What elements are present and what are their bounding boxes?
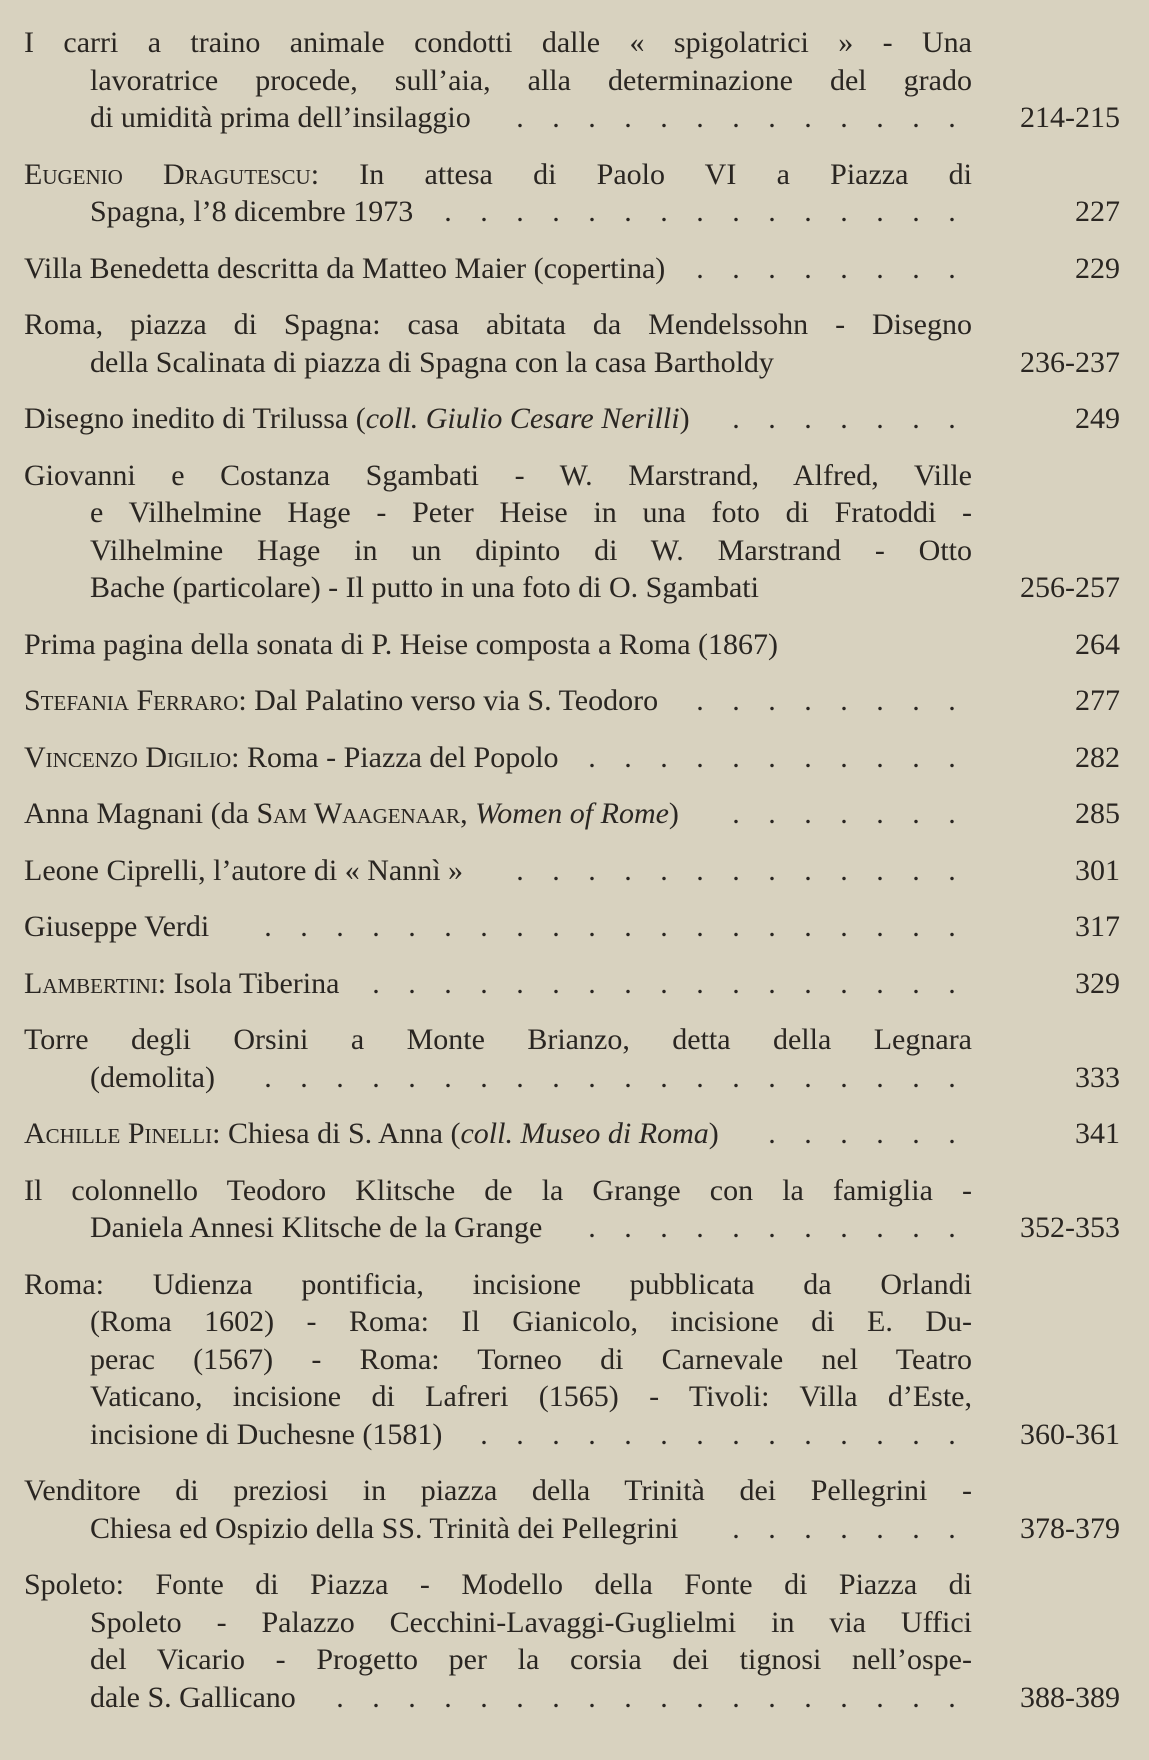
text-segment: dale S. Gallicano [90, 1680, 296, 1714]
entry-text [24, 682, 658, 720]
entry-text [90, 1510, 678, 1548]
dot-leader: . . . . . . . . . . . . . [516, 101, 956, 134]
dot-leader: . . . . . . . . . . . . . . . [444, 195, 956, 228]
page-number: 229 [1075, 251, 1120, 285]
page-number: 256-257 [1020, 571, 1120, 604]
author-name: Vincenzo Digilio [24, 740, 232, 774]
entry-text [24, 250, 665, 288]
index-entry [24, 156, 1120, 231]
text-segment: : Dal Palatino verso via S. Teodoro [238, 684, 659, 717]
text-segment: Bache (particolare) - Il putto in una foto di O. Sgambati [90, 571, 759, 604]
entry-text [90, 496, 972, 529]
entry-line [24, 532, 972, 570]
text-segment: (demolita) [90, 1060, 215, 1094]
entry-line [24, 1172, 972, 1210]
page-number: 329 [1075, 966, 1120, 1000]
entry-line [24, 400, 1120, 438]
dot-leader: . . . . . . . [732, 402, 956, 435]
entry-line [24, 1341, 972, 1379]
page-number: 282 [1075, 740, 1120, 774]
text-segment: (Roma 1602) - Roma: Il Gianicolo, incisione di E. Du- [90, 1305, 972, 1338]
dot-leader: . . . . . . . . . . . . . [516, 853, 956, 887]
text-segment: : Isola Tiberina [157, 966, 340, 1000]
text-segment: Leone Ciprelli, l’autore di « Nannì » [24, 853, 464, 887]
entry-line [24, 1604, 972, 1642]
text-segment: Spagna, l’8 dicembre 1973 [90, 195, 414, 228]
page-number: 264 [1075, 627, 1120, 661]
entry-line [24, 795, 1120, 833]
entry-text [90, 1059, 215, 1097]
entry-text [90, 1643, 972, 1676]
entry-text [90, 1305, 972, 1338]
entry-text [24, 626, 778, 664]
dot-leader: . . . . . . . . . . . . . . . . . . [336, 1680, 956, 1714]
author-name: Lambertini [24, 966, 158, 1000]
dot-leader: . . . . . . . . . . . . . . [480, 1417, 956, 1451]
index-entry [24, 457, 1120, 607]
text-segment: incisione di Duchesne (1581) [90, 1417, 443, 1451]
index-entry [24, 24, 1120, 137]
text-segment: Il colonnello Teodoro Klitsche de la Grange con la famiglia - [24, 1173, 972, 1207]
entry-text [90, 1679, 296, 1717]
entry-line [24, 62, 972, 100]
entry-text [90, 1416, 442, 1454]
text-segment: Roma, piazza di Spagna: casa abitata da Mendelssohn - Disegno [24, 308, 972, 341]
entry-text [24, 739, 559, 777]
entry-line [24, 1510, 1120, 1548]
entry-text [24, 1115, 719, 1153]
entry-line [24, 682, 1120, 720]
entry-line [24, 1209, 1120, 1247]
entry-line [24, 156, 972, 194]
entry-text [24, 1023, 972, 1056]
entry-text [90, 64, 972, 97]
page-number: 227 [1075, 195, 1120, 228]
entry-line [24, 99, 1120, 137]
author-name: Eugenio Dragutescu [24, 157, 311, 191]
text-segment: della Scalinata di piazza di Spagna con la casa Bartholdy [90, 345, 774, 379]
dot-leader: . . . . . . . [732, 1511, 956, 1545]
dot-leader: . . . . . . . . . . . . . . . . . . . . [264, 910, 956, 943]
entry-line [24, 1115, 1120, 1153]
entry-line [24, 965, 1120, 1003]
entry-line [24, 852, 1120, 890]
author-name: Achille Pinelli [24, 1117, 213, 1150]
text-segment: ) [679, 402, 690, 435]
index-entry [24, 682, 1120, 720]
entry-line [24, 1416, 1120, 1454]
dot-leader: . . . . . . . . [696, 684, 956, 717]
entry-text [24, 26, 972, 59]
entry-text [90, 344, 774, 382]
index-entry [24, 739, 1120, 777]
entry-text [24, 965, 339, 1003]
dot-leader: . . . . . . . . . . . [588, 740, 956, 774]
index-entry [24, 1266, 1120, 1454]
page-number: 378-379 [1020, 1511, 1120, 1545]
dot-leader: . . . . . . . . . . . . . . . . . . . . [264, 1060, 956, 1094]
entry-text [90, 1606, 972, 1639]
index-entry [24, 400, 1120, 438]
text-segment: e Vilhelmine Hage - Peter Heise in una foto di Fratoddi - [90, 496, 972, 529]
entry-text [90, 1380, 972, 1413]
index-entry [24, 908, 1120, 946]
entry-text [24, 852, 463, 890]
text-segment: Spoleto: Fonte di Piazza - Modello della Fonte di Piazza di [24, 1568, 972, 1601]
entry-text [24, 908, 209, 946]
illustrations-index [24, 24, 1120, 1735]
page-number: 236-237 [1020, 345, 1120, 379]
text-segment: Vaticano, incisione di Lafreri (1565) - Tivoli: Villa d’Este, [90, 1380, 972, 1413]
entry-line [24, 626, 1120, 664]
italic-text: Women of Rome [475, 797, 669, 830]
text-segment: Giovanni e Costanza Sgambati - W. Marstrand, Alfred, Ville [24, 458, 972, 492]
text-segment: Venditore di preziosi in piazza della Trinità dei Pellegrini - [24, 1474, 972, 1507]
entry-line [24, 739, 1120, 777]
page-number: 277 [1075, 684, 1120, 717]
text-segment: Prima pagina della sonata di P. Heise composta a Roma (1867) [24, 627, 778, 661]
index-entry [24, 795, 1120, 833]
page-number: 333 [1075, 1060, 1120, 1094]
index-entry [24, 1566, 1120, 1716]
text-segment: ) [668, 797, 679, 830]
dot-leader: . . . . . . . . [696, 251, 956, 285]
text-segment: Roma: Udienza pontificia, incisione pubblicata da Orlandi [24, 1267, 972, 1301]
text-segment: di umidità prima dell’insilaggio [90, 101, 471, 134]
entry-line [24, 1472, 972, 1510]
text-segment: , [460, 797, 476, 830]
entry-text [24, 459, 972, 492]
italic-text: coll. Museo di Roma [460, 1117, 709, 1150]
entry-line [24, 306, 972, 344]
dot-leader: . . . . . . . [732, 797, 956, 830]
text-segment: Chiesa ed Ospizio della SS. Trinità dei Pellegrini [90, 1511, 679, 1545]
entry-line [24, 344, 1120, 382]
index-entry [24, 965, 1120, 1003]
index-entry [24, 852, 1120, 890]
entry-text [90, 1343, 972, 1376]
entry-line [24, 494, 972, 532]
entry-line [24, 908, 1120, 946]
entry-line [24, 1378, 972, 1416]
dot-leader: . . . . . . . . . . . [588, 1211, 956, 1244]
entry-text [24, 795, 679, 833]
dot-leader: . . . . . . . . . . . . . . . . . [372, 966, 956, 1000]
entry-text [90, 99, 471, 137]
text-segment: : Chiesa di S. Anna ( [212, 1117, 461, 1150]
index-entry [24, 1472, 1120, 1547]
entry-text [90, 569, 759, 607]
dot-leader: . . . . . . [768, 1117, 956, 1150]
entry-line [24, 569, 1120, 607]
text-segment: lavoratrice procede, sull’aia, alla determinazione del grado [90, 63, 972, 97]
index-entry [24, 1115, 1120, 1153]
entry-line [24, 1566, 972, 1604]
entry-line [24, 1679, 1120, 1717]
index-entry [24, 626, 1120, 664]
entry-text [24, 1568, 972, 1601]
entry-text [24, 308, 972, 341]
entry-line [24, 24, 972, 62]
entry-line [24, 1059, 1120, 1097]
page-number: 341 [1075, 1117, 1120, 1150]
text-segment: perac (1567) - Roma: Torneo di Carnevale nel Teatro [90, 1342, 972, 1376]
text-segment: Torre degli Orsini a Monte Brianzo, detta della Legnara [24, 1023, 972, 1056]
entry-text [24, 158, 972, 191]
entry-line [24, 1021, 972, 1059]
text-segment: Disegno inedito di Trilussa ( [24, 402, 366, 435]
text-segment: Spoleto - Palazzo Cecchini-Lavaggi-Guglielmi in via Uffici [90, 1605, 972, 1639]
entry-line [24, 457, 972, 495]
page-number: 249 [1075, 402, 1120, 435]
entry-text [90, 534, 972, 567]
text-segment: : In attesa di Paolo VI a Piazza di [310, 157, 972, 191]
entry-text [24, 1268, 972, 1301]
text-segment: Villa Benedetta descritta da Matteo Maier (copertina) [24, 251, 666, 285]
entry-line [24, 250, 1120, 288]
index-entry [24, 250, 1120, 288]
entry-line [24, 1266, 972, 1304]
italic-text: coll. Giulio Cesare Nerilli [365, 402, 680, 435]
page-number: 352-353 [1020, 1211, 1120, 1244]
index-entry [24, 1172, 1120, 1247]
text-segment: Giuseppe Verdi [24, 910, 210, 943]
index-entry [24, 1021, 1120, 1096]
author-name: Sam Waagenaar [256, 797, 461, 830]
entry-line [24, 1641, 972, 1679]
entry-text [90, 193, 413, 231]
text-segment: : Roma - Piazza del Popolo [231, 740, 559, 774]
entry-line [24, 1303, 972, 1341]
text-segment: Anna Magnani (da [24, 797, 257, 830]
page-number: 214-215 [1020, 101, 1120, 134]
text-segment: Vilhelmine Hage in un dipinto di W. Marstrand - Otto [90, 533, 972, 567]
text-segment: Daniela Annesi Klitsche de la Grange [90, 1211, 543, 1244]
page-number: 360-361 [1020, 1417, 1120, 1451]
index-entry [24, 306, 1120, 381]
text-segment: del Vicario - Progetto per la corsia dei tignosi nell’ospe- [90, 1643, 972, 1676]
page-number: 285 [1075, 797, 1120, 830]
author-name: Stefania Ferraro [24, 684, 239, 717]
page-number: 388-389 [1020, 1680, 1120, 1714]
entry-text [24, 400, 690, 438]
text-segment: ) [708, 1117, 719, 1150]
entry-text [90, 1209, 542, 1247]
entry-line [24, 193, 1120, 231]
text-segment: I carri a traino animale condotti dalle « spigolatrici » - Una [24, 26, 972, 59]
page-number: 317 [1075, 910, 1120, 943]
entry-text [24, 1474, 972, 1507]
page-number: 301 [1075, 853, 1120, 887]
entry-text [24, 1174, 972, 1207]
